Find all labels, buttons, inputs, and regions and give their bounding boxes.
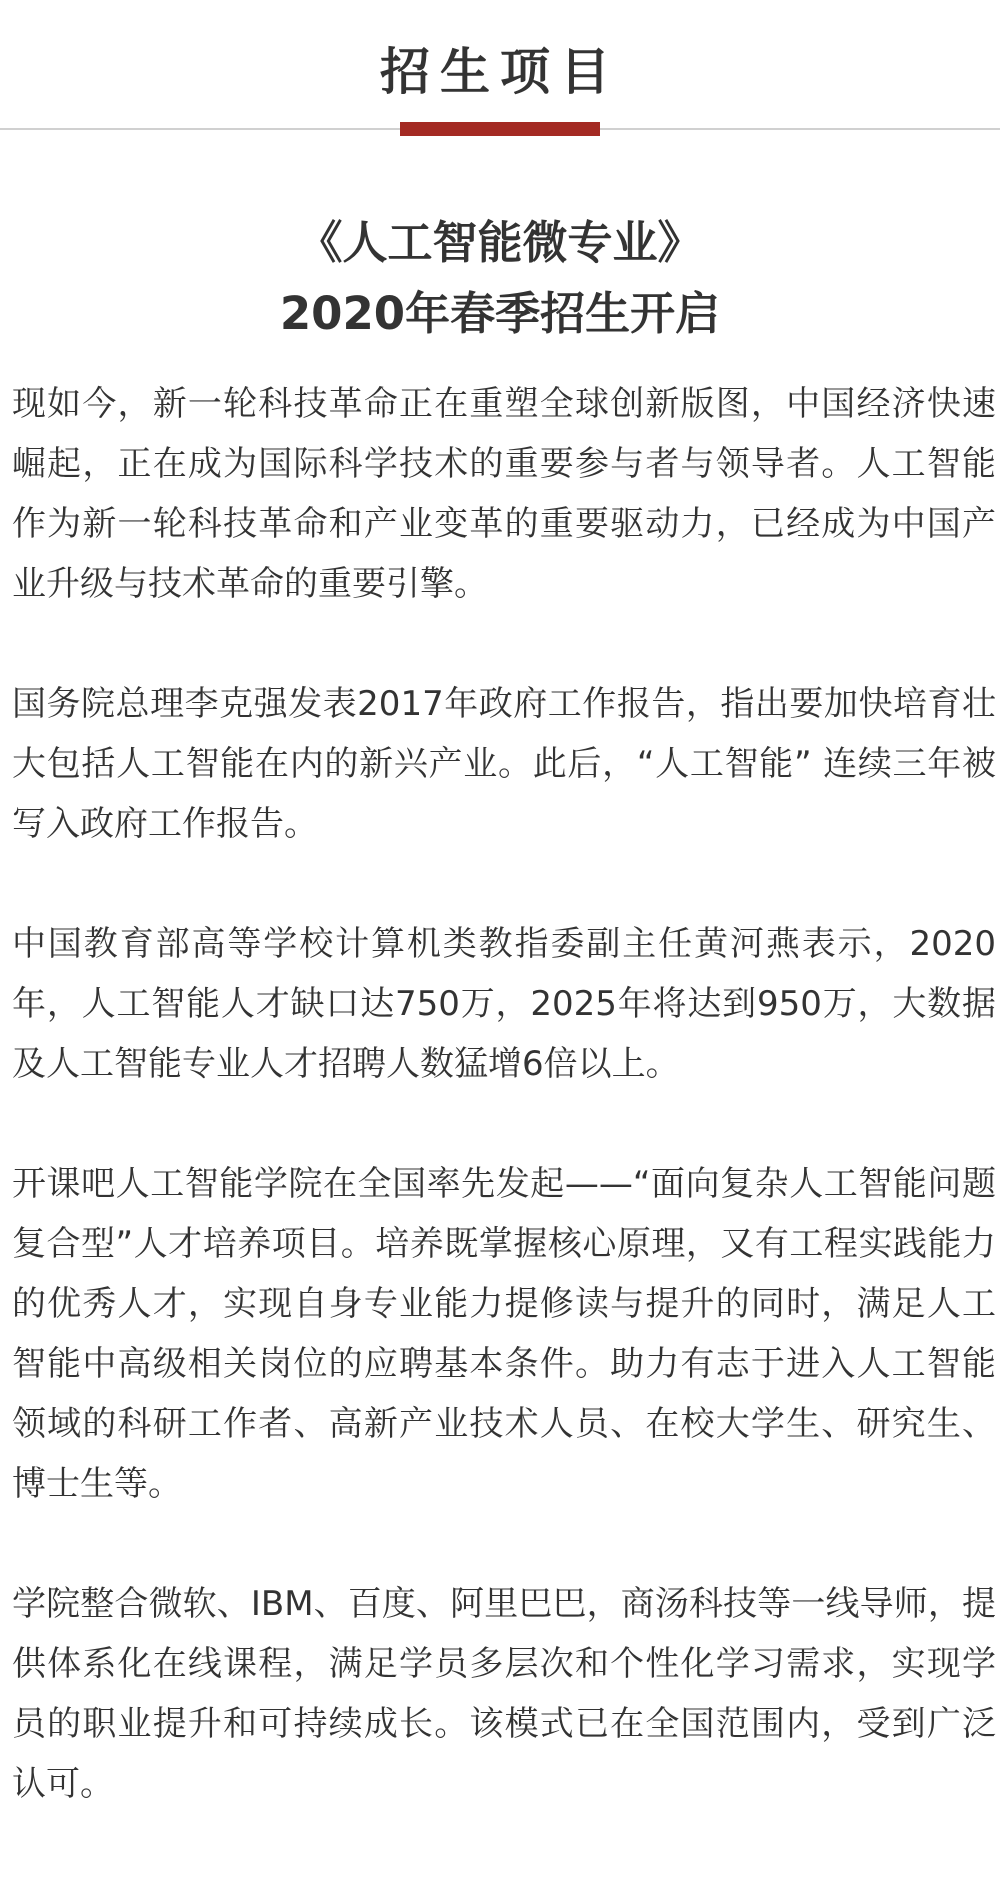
title-accent-bar	[400, 122, 600, 136]
article-title	[0, 207, 1000, 349]
paragraph-program-launch: 开课吧人工智能学院在全国率先发起——“面向复杂人工智能问题复合型”人才培养项目。培养既掌握核心原理，又有工程实践能力的优秀人才，实现自身专业能力提修读与提升的同时，满足人工智能中高级相关岗位的应聘基本条件。助力有志于进入人工智能领域的科研工作者、高新产业技术人员、在校大学生、研究生、博士生等。	[12, 1164, 996, 1504]
article-title-line-1: 《人工智能微专业》	[297, 216, 703, 269]
paragraph-government-report: 国务院总理李克强发表2017年政府工作报告，指出要加快培育壮大包括人工智能在内的新兴产业。此后，“人工智能” 连续三年被写入政府工作报告。	[12, 684, 996, 844]
article-body	[0, 374, 1000, 1814]
paragraph-mentors: 学院整合微软、IBM、百度、阿里巴巴，商汤科技等一线导师，提供体系化在线课程，满足学员多层次和个性化学习需求，实现学员的职业提升和可持续成长。该模式已在全国范围内，受到广泛认可。	[12, 1584, 996, 1804]
section-title: 招生项目	[380, 43, 620, 101]
article-title-line-2: 2020年春季招生开启	[279, 287, 721, 340]
section-header	[0, 0, 1000, 140]
paragraph-intro: 现如今，新一轮科技革命正在重塑全球创新版图，中国经济快速崛起，正在成为国际科学技术的重要参与者与领导者。人工智能作为新一轮科技革命和产业变革的重要驱动力，已经成为中国产业升级与技术革命的重要引擎。	[12, 384, 996, 604]
paragraph-talent-gap: 中国教育部高等学校计算机类教指委副主任黄河燕表示，2020年，人工智能人才缺口达750万，2025年将达到950万，大数据及人工智能专业人才招聘人数猛增6倍以上。	[12, 924, 996, 1084]
